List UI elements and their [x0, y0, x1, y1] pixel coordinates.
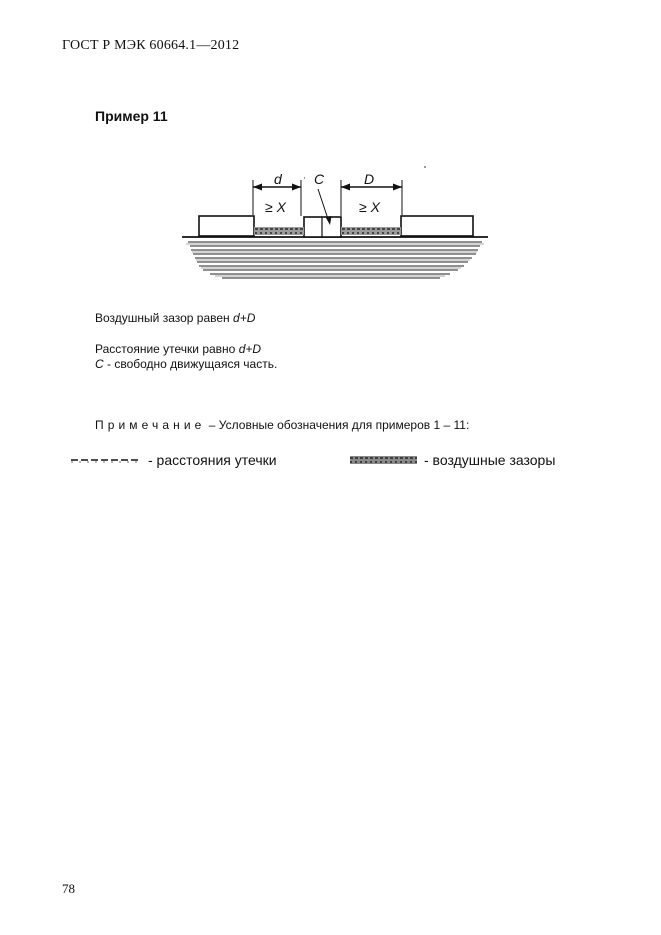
surface-hatching [188, 242, 482, 278]
clearance-legend-symbol [350, 455, 418, 465]
clearance-legend-text: - воздушные зазоры [424, 452, 556, 468]
clearance-value: d+D [233, 311, 256, 325]
creepage-legend-symbol [70, 455, 142, 465]
creepage-statement [95, 342, 261, 356]
clearance-prefix: Воздушный зазор равен [95, 311, 234, 325]
c-definition [95, 357, 277, 371]
c-description: - свободно движущаяся часть. [103, 357, 278, 371]
extension-lines [253, 180, 402, 216]
clearance-strip-left [254, 227, 304, 235]
note-text: – Условные обозначения для примеров 1 – 11: [205, 418, 470, 432]
clearance-statement [95, 311, 255, 325]
base-surface [182, 237, 488, 278]
label-c: C [314, 171, 325, 187]
left-conductive-part [199, 216, 254, 236]
creepage-value: d+D [238, 342, 262, 356]
floating-part-c [304, 217, 341, 237]
clearance-strip-right [341, 227, 401, 235]
creepage-legend-text: - расстояния утечки [148, 452, 277, 468]
leader-c [318, 189, 332, 225]
c-symbol: C [95, 357, 104, 371]
label-min-x-right: ≥ X [359, 199, 380, 215]
surface-hatching-fine [186, 244, 484, 276]
label-min-x-left: ≥ X [265, 199, 286, 215]
note [95, 418, 469, 432]
dimension-D [341, 184, 402, 191]
page-number: 78 [62, 881, 75, 896]
creepage-prefix: Расстояние утечки равно [95, 342, 239, 356]
label-D: D [364, 171, 375, 187]
example-title: Пример 11 [95, 108, 168, 124]
label-d: d [274, 171, 282, 187]
note-label: Примечание [95, 418, 206, 432]
document-header: ГОСТ Р МЭК 60664.1—2012 [62, 38, 240, 53]
dimension-d [253, 184, 301, 191]
right-conductive-part [401, 216, 473, 236]
